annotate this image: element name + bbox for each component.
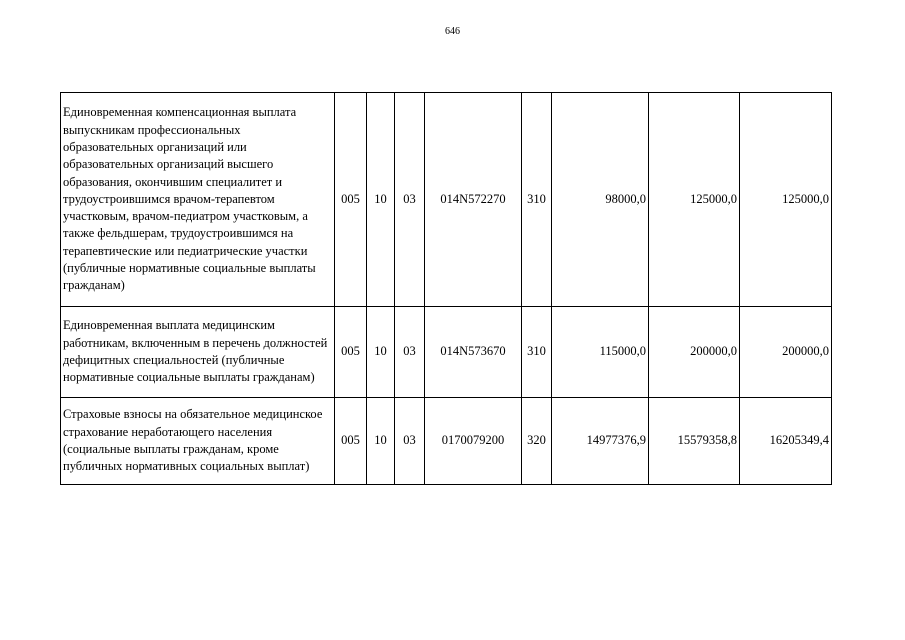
- table-row: [61, 93, 832, 307]
- amount-year-2: 15579358,8: [649, 398, 740, 485]
- page-number: 646: [445, 26, 460, 37]
- table-row: [61, 307, 832, 398]
- amount-year-1: 115000,0: [552, 307, 649, 398]
- section-code: 10: [367, 93, 395, 307]
- ministry-code: 005: [335, 307, 367, 398]
- table-row: [61, 398, 832, 485]
- target-article-code: 014N573670: [425, 307, 522, 398]
- subsection-code: 03: [395, 398, 425, 485]
- amount-year-3: 125000,0: [740, 93, 832, 307]
- section-code: 10: [367, 398, 395, 485]
- expense-type-code: 310: [522, 93, 552, 307]
- amount-year-1: 98000,0: [552, 93, 649, 307]
- section-code: 10: [367, 307, 395, 398]
- amount-year-1: 14977376,9: [552, 398, 649, 485]
- row-description: Единовременная компенсационная выплата выпускникам профессиональных образовательных организаций или образовательных организаций высшего образования, окончившим специалитет и трудоустроившимся врачом-терапевтом участковым, врачом-педиатром участковым, а также фельдшерам, трудоустроившимся на терапевтические или педиатрические участки (публичные нормативные социальные выплаты гражданам): [61, 93, 335, 307]
- ministry-code: 005: [335, 398, 367, 485]
- target-article-code: 0170079200: [425, 398, 522, 485]
- budget-table: [60, 92, 832, 485]
- expense-type-code: 310: [522, 307, 552, 398]
- subsection-code: 03: [395, 93, 425, 307]
- row-description: Страховые взносы на обязательное медицинское страхование неработающего населения (социальные выплаты гражданам, кроме публичных нормативных социальных выплат): [61, 398, 335, 485]
- amount-year-2: 125000,0: [649, 93, 740, 307]
- amount-year-2: 200000,0: [649, 307, 740, 398]
- amount-year-3: 200000,0: [740, 307, 832, 398]
- subsection-code: 03: [395, 307, 425, 398]
- target-article-code: 014N572270: [425, 93, 522, 307]
- ministry-code: 005: [335, 93, 367, 307]
- expense-type-code: 320: [522, 398, 552, 485]
- amount-year-3: 16205349,4: [740, 398, 832, 485]
- row-description: Единовременная выплата медицинским работникам, включенным в перечень должностей дефицитных специальностей (публичные нормативные социальные выплаты гражданам): [61, 307, 335, 398]
